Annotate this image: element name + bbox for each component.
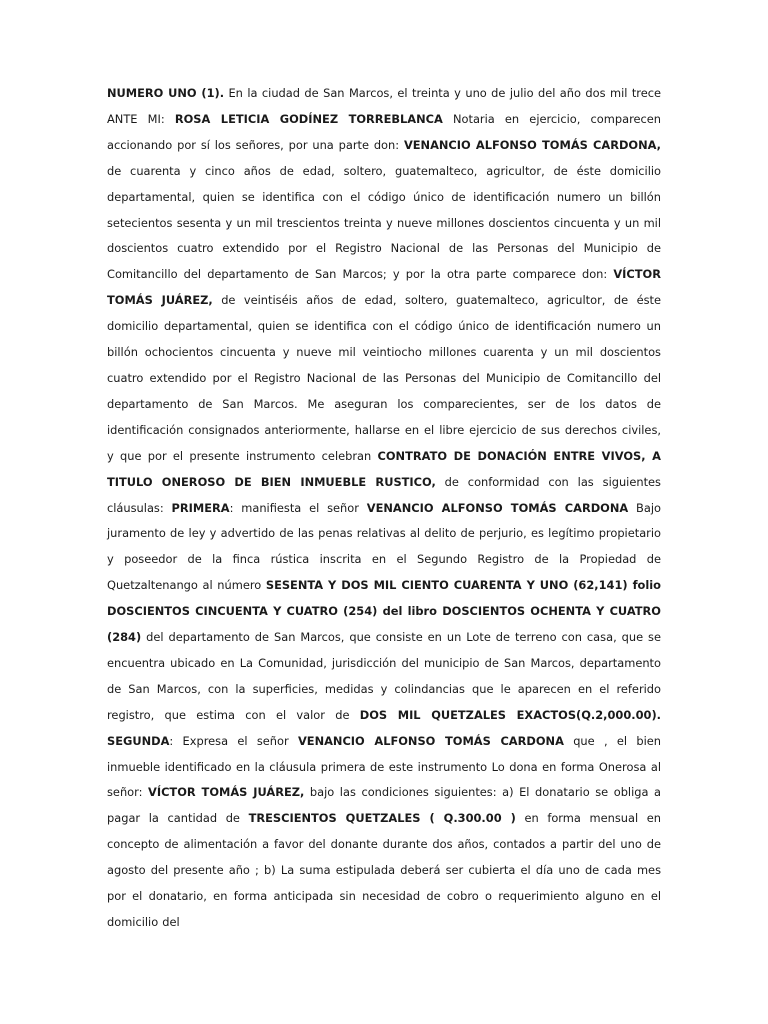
text-run: Bajo juramento de ley y advertido de las penas relativas al delito de perjurio, es legítimo propietario y poseedor de la finca rústica inscrita en el Segundo Registro de la Propiedad de Quetzaltenango al número xyxy=(107,500,661,593)
bold-text-run: VÍCTOR TOMÁS JUÁREZ, xyxy=(107,267,661,308)
bold-text-run: NUMERO UNO (1). xyxy=(107,86,225,100)
text-run: que , el bien inmueble identificado en la cláusula primera de este instrumento Lo dona en forma Onerosa al señor: xyxy=(107,733,661,800)
text-run: del departamento de San Marcos, que consiste en un Lote de terreno con casa, que se encuentra ubicado en La Comunidad, jurisdicción del municipio de San Marcos, departamento de San Marcos, con la superficies, medidas y colindancias que le aparecen en el referido registro, que estima con el valor de xyxy=(107,630,661,722)
text-run: bajo las condiciones siguientes: a) El donatario se obliga a pagar la cantidad de xyxy=(107,785,662,826)
text-run: : Expresa el señor xyxy=(169,733,298,748)
text-run: de veintiséis años de edad, soltero, guatemalteco, agricultor, de éste domicilio departamental, quien se identifica con el código único de identificación numero un billón ochocientos cincuenta y nueve mil veintiocho millones cuarenta y un mil doscientos cuatro extendido por el Registro Nacional de las Personas del Municipio de Comitancillo del departamento de San Marcos. Me aseguran los comparecientes, ser de los datos de identificación consignados anteriormente, hallarse en el libre ejercicio de sus derechos civiles, y que por el presente instrumento celebran xyxy=(107,293,661,463)
bold-text-run: SESENTA Y DOS MIL CIENTO CUARENTA Y UNO (62,141) folio DOSCIENTOS CINCUENTA Y CUATRO (254) del libro DOSCIENTOS OCHENTA Y CUATRO (284) xyxy=(107,578,661,645)
bold-text-run: CONTRATO DE DONACIÓN ENTRE VIVOS, A TITULO ONEROSO DE BIEN INMUEBLE RUSTICO, xyxy=(107,448,661,489)
bold-text-run: VENANCIO ALFONSO TOMÁS CARDONA xyxy=(366,500,629,515)
bold-text-run: TRESCIENTOS QUETZALES ( Q.300.00 ) xyxy=(248,811,516,826)
text-run: : manifiesta el señor xyxy=(229,500,367,515)
text-run: de cuarenta y cinco años de edad, soltero, guatemalteco, agricultor, de éste domicilio departamental, quien se identifica con el código único de identificación numero un billón setecientos sesenta y un mil trescientos treinta y nueve millones doscientos cincuenta y un mil doscientos cuatro extendido por el Registro Nacional de las Personas del Municipio de Comitancillo del departamento de San Marcos; y por la otra parte comparece don: xyxy=(107,163,661,282)
bold-text-run: VENANCIO ALFONSO TOMÁS CARDONA xyxy=(297,733,564,748)
text-run: de conformidad con las siguientes cláusulas: xyxy=(107,474,661,515)
bold-text-run: ROSA LETICIA GODÍNEZ TORREBLANCA xyxy=(174,111,443,126)
bold-text-run: PRIMERA xyxy=(171,500,230,515)
text-run: Notaria en ejercicio, comparecen accionando por sí los señores, por una parte don: xyxy=(107,111,662,152)
text-run: en forma mensual en concepto de alimentación a favor del donante durante dos años, contados a partir del uno de agosto del presente año ; b) La suma estipulada deberá ser cubierta el día uno de cada mes por el donatario, en forma anticipada sin necesidad de cobro o requerimiento alguno en el domicilio del xyxy=(107,811,661,929)
deed-body-paragraph xyxy=(107,81,661,936)
bold-text-run: VÍCTOR TOMÁS JUÁREZ, xyxy=(148,785,305,800)
bold-text-run: VENANCIO ALFONSO TOMÁS CARDONA, xyxy=(403,137,661,152)
text-run: En la ciudad de San Marcos, el treinta y uno de julio del año dos mil trece ANTE MI: xyxy=(107,86,662,126)
bold-text-run: DOS MIL QUETZALES EXACTOS(Q.2,000.00). SEGUNDA xyxy=(107,707,661,748)
